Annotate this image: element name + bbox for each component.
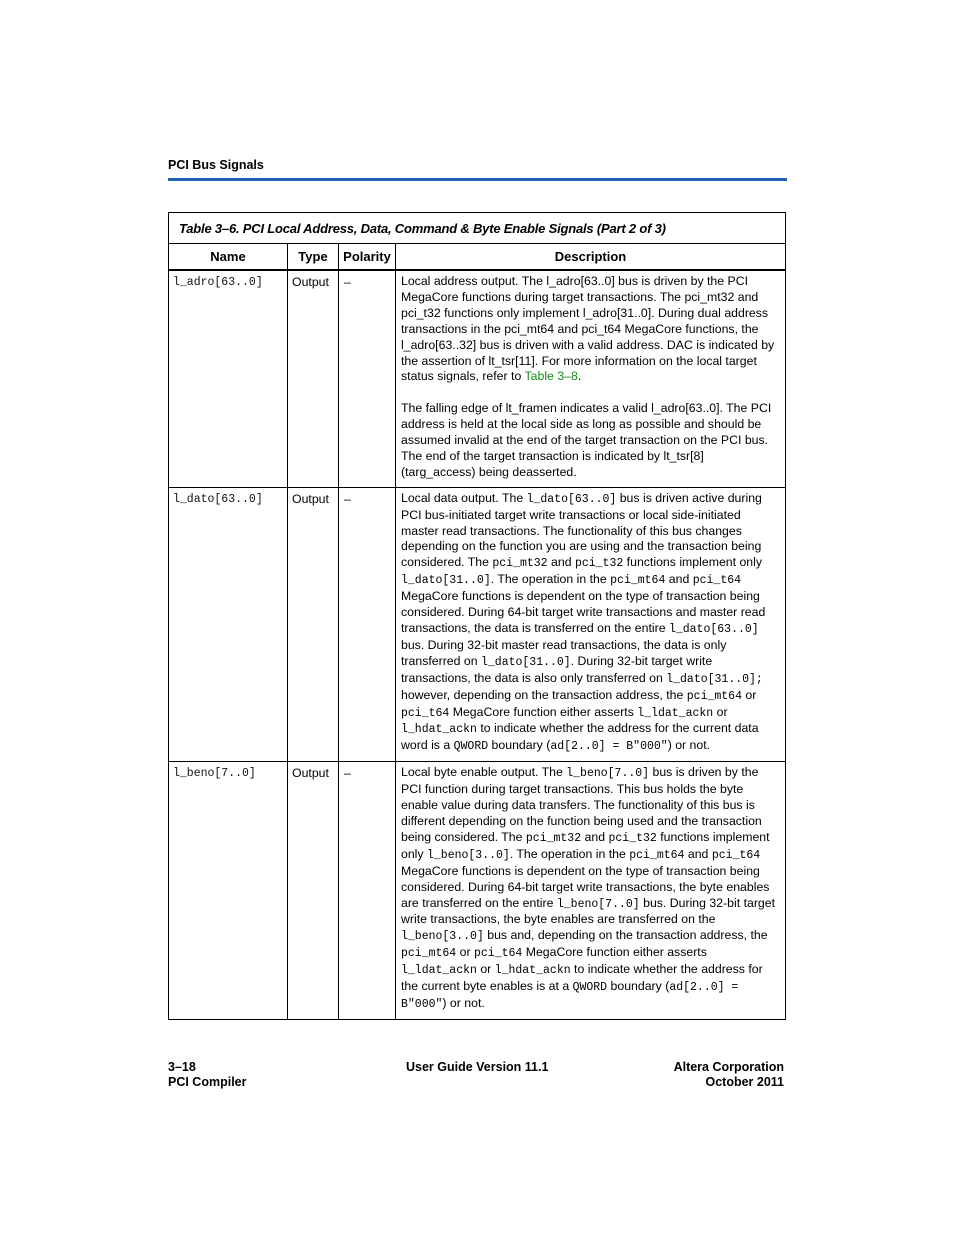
code-term: ad[2..0] = B"000" bbox=[401, 981, 739, 1011]
column-header-name: Name bbox=[169, 244, 288, 271]
description-text: to indicate whether the address for the current data word is a bbox=[401, 721, 759, 753]
description-text: bus and, depending on the transaction address, the bbox=[483, 928, 768, 943]
code-term: pci_t64 bbox=[401, 706, 450, 720]
table-header-row bbox=[169, 244, 786, 271]
code-term: pci_mt64 bbox=[686, 689, 742, 703]
code-term: l_dato[31..0] bbox=[480, 655, 571, 669]
code-term: l_hdat_ackn bbox=[494, 964, 571, 978]
table-caption-cell bbox=[169, 213, 786, 244]
signal-type: Output bbox=[288, 270, 339, 487]
signal-name: l_beno[7..0] bbox=[169, 762, 288, 1020]
description-text: bus is driven active during PCI bus-initiated target write transactions or local side-initiated master read transactions. The functionality of this bus changes depending on the function you are using and the transaction being considered. The bbox=[401, 490, 762, 570]
table-row bbox=[169, 487, 786, 762]
description-text: boundary ( bbox=[488, 738, 551, 753]
code-term: l_ldat_ackn bbox=[401, 964, 477, 978]
description-text: bus. During 32-bit target write transactions, the byte enables are transferred on the bbox=[401, 895, 776, 927]
code-term: pci_t32 bbox=[608, 831, 657, 845]
description-text: or bbox=[456, 945, 474, 960]
code-term: l_dato[31..0]; bbox=[666, 672, 763, 686]
description-text: . The operation in the bbox=[490, 572, 611, 587]
guide-version: User Guide Version 11.1 bbox=[406, 1060, 549, 1074]
description-text: and bbox=[684, 846, 712, 861]
code-term: l_beno[7..0] bbox=[566, 767, 650, 781]
publish-date: October 2011 bbox=[705, 1075, 784, 1089]
table-row bbox=[169, 270, 786, 487]
description-text: functions implement only bbox=[623, 555, 763, 570]
description-text: . bbox=[577, 369, 582, 384]
description-text: bus is driven by the PCI function during target transactions. This bus holds the byte enable value during data transfers. The functionality of this bus is different depending on the function being used and the transaction being considered. The bbox=[401, 765, 762, 844]
code-term: pci_t64 bbox=[711, 848, 761, 862]
code-term: pci_t32 bbox=[574, 557, 624, 571]
description-text: or bbox=[741, 687, 757, 702]
footer-right bbox=[674, 1060, 784, 1090]
description-text: and bbox=[581, 829, 609, 844]
signal-name: l_dato[63..0] bbox=[169, 487, 288, 762]
company-name: Altera Corporation bbox=[673, 1060, 784, 1074]
description-text: Local byte enable output. The bbox=[401, 765, 567, 780]
code-term: l_beno[3..0] bbox=[401, 930, 484, 944]
description-text: however, depending on the transaction address, the bbox=[401, 687, 687, 702]
description-text: . During 32-bit target write transactions, the data is also only transferred on bbox=[401, 653, 713, 685]
code-term: QWORD bbox=[453, 740, 489, 754]
description-text: MegaCore functions is dependent on the type of transaction being considered. During 64-bit target write transactions, the byte enables are transferred on the entire bbox=[401, 863, 770, 910]
code-term: QWORD bbox=[572, 981, 608, 995]
description-paragraph bbox=[401, 401, 780, 481]
header-rule bbox=[168, 178, 787, 181]
signal-name: l_adro[63..0] bbox=[169, 270, 288, 487]
code-term: l_dato[63..0] bbox=[668, 623, 759, 637]
description-text: Local address output. The l_adro[63..0] bus is driven by the PCI MegaCore functions during target transactions. The pci_mt32 and pci_t32 functions only implement l_adro[31..0]. During dual address transactions in the pci_mt64 and pci_t64 MegaCore functions, the l_adro[63..32] bus is driven with a valid address. DAC is indicated by the assertion of lt_tsr[11]. For more information on the local target status signals, refer to bbox=[401, 274, 775, 384]
signal-polarity: – bbox=[339, 762, 396, 1020]
description-text: ) or not. bbox=[667, 738, 711, 753]
code-term: l_hdat_ackn bbox=[401, 723, 477, 737]
signal-polarity: – bbox=[339, 487, 396, 762]
description-text: . The operation in the bbox=[509, 846, 630, 861]
code-term: pci_mt64 bbox=[610, 574, 666, 588]
code-term: pci_t64 bbox=[692, 574, 742, 588]
code-term: l_dato[63..0] bbox=[526, 492, 617, 506]
signal-type: Output bbox=[288, 487, 339, 762]
description-text: MegaCore function either asserts bbox=[522, 945, 707, 960]
description-text: MegaCore function either asserts bbox=[449, 704, 638, 719]
table-row bbox=[169, 762, 786, 1020]
description-text: The falling edge of lt_framen indicates a valid l_adro[63..0]. The PCI address is held at the local side as long as possible and should be assumed invalid at the end of the target transaction on the PCI bus. The end of the target transaction is indicated by lt_tsr[8] (targ_access) being deasserted. bbox=[401, 401, 772, 479]
description-text: ) or not. bbox=[442, 995, 485, 1010]
page-number: 3–18 bbox=[168, 1060, 196, 1074]
description-text: and bbox=[547, 555, 575, 570]
code-term: ad[2..0] = B"000" bbox=[550, 740, 668, 754]
column-header-polarity: Polarity bbox=[339, 244, 396, 271]
product-name: PCI Compiler bbox=[168, 1075, 247, 1089]
code-term: pci_t64 bbox=[474, 947, 523, 961]
description-text: MegaCore functions is dependent on the type of transaction being considered. During 64-bit target write transactions and master read transactions, the data is transferred on the entire bbox=[401, 589, 766, 636]
description-text: functions implement only bbox=[401, 829, 770, 861]
code-term: pci_mt32 bbox=[492, 557, 548, 571]
footer-center bbox=[406, 1060, 548, 1075]
description-text: or bbox=[713, 704, 728, 719]
code-term: pci_mt64 bbox=[629, 848, 685, 862]
table-caption: Table 3–6. PCI Local Address, Data, Command & Byte Enable Signals (Part 2 of 3) bbox=[179, 220, 666, 236]
cross-reference-link[interactable]: Table 3–8 bbox=[524, 369, 578, 384]
column-header-type: Type bbox=[288, 244, 339, 271]
description-paragraph bbox=[401, 274, 780, 385]
signal-description bbox=[396, 487, 786, 762]
description-paragraph bbox=[401, 491, 780, 756]
signal-description bbox=[396, 762, 786, 1020]
signal-description bbox=[396, 270, 786, 487]
code-term: l_beno[7..0] bbox=[556, 897, 640, 911]
code-term: l_beno[3..0] bbox=[426, 848, 510, 862]
column-header-description: Description bbox=[396, 244, 786, 271]
footer-left bbox=[168, 1060, 247, 1090]
description-text: or bbox=[476, 962, 495, 977]
description-paragraph bbox=[401, 765, 780, 1013]
description-text: bus. During 32-bit master read transactions, the data is only transferred on bbox=[401, 637, 727, 668]
signal-polarity: – bbox=[339, 270, 396, 487]
section-title: PCI Bus Signals bbox=[168, 158, 264, 172]
signals-table bbox=[168, 212, 786, 1020]
description-text: Local data output. The bbox=[401, 490, 527, 505]
signal-type: Output bbox=[288, 762, 339, 1020]
code-term: pci_mt32 bbox=[525, 831, 582, 845]
code-term: l_dato[31..0] bbox=[401, 574, 491, 588]
code-term: l_ldat_ackn bbox=[637, 706, 714, 720]
code-term: pci_mt64 bbox=[401, 947, 457, 961]
description-text: and bbox=[665, 572, 693, 587]
description-text: to indicate whether the address for the current byte enables is at a bbox=[401, 962, 763, 994]
description-text: boundary ( bbox=[607, 979, 670, 994]
